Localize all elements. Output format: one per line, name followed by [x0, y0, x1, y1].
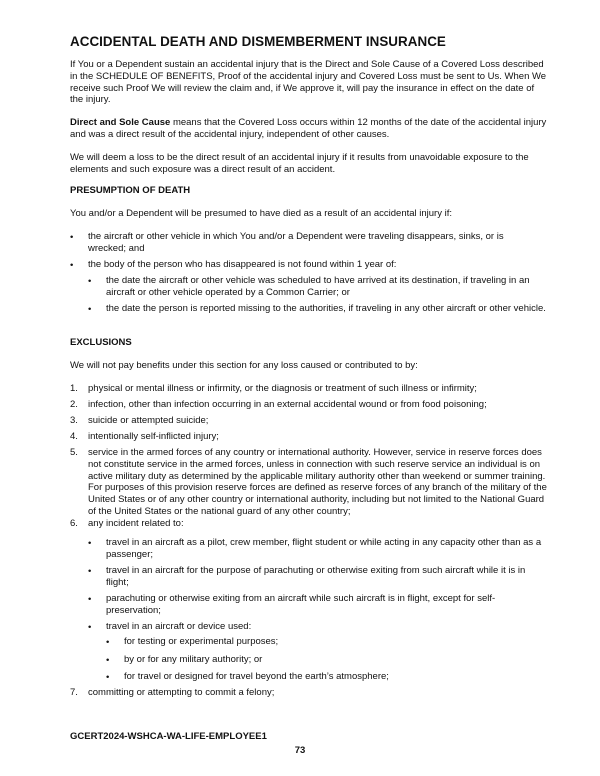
intro-paragraph: If You or a Dependent sustain an accidental injury that is the Direct and Sole Cause of a Covered Loss described in the SCHEDULE OF BENEFITS, Proof of the accidental injury and Covered Loss must be sent to Us. When We receive such Proof We will review the claim and, if We approve it, will pay the insurance in effect on the date of the injury. — [70, 59, 547, 106]
list-number: 4. — [70, 431, 78, 442]
list-number: 1. — [70, 383, 78, 394]
bullet-icon: • — [88, 304, 92, 315]
exclusions-lead: We will not pay benefits under this section for any loss caused or contributed to by: — [70, 360, 418, 371]
definition-term: Direct and Sole Cause — [70, 117, 171, 128]
list-item: travel in an aircraft as a pilot, crew member, flight student or while acting in any capacity other than as a passenger; — [106, 537, 542, 560]
list-item: infection, other than infection occurring in an external accidental wound or from food poisoning; — [88, 399, 487, 410]
list-number: 5. — [70, 447, 78, 458]
bullet-icon: • — [88, 538, 92, 549]
exclusions-heading: EXCLUSIONS — [70, 337, 132, 348]
list-item: service in the armed forces of any country or international authority. However, service in reserve forces does not constitute service in the armed forces, unless in connection with such reserve service an individual is on active military duty as determined by the applicable military authority other than weekend or summer training. For purposes of this provision reserve forces are defined as reserve forces of any branch of the military of the United States or of any other country or international authority, including but not limited to the National Guard of the United States or the national guard of any other country; — [88, 447, 547, 517]
bullet-icon: • — [70, 260, 74, 271]
list-item: the aircraft or other vehicle in which You and/or a Dependent were traveling disappears, sinks, or is wrecked; and — [88, 231, 504, 254]
list-item: committing or attempting to commit a felony; — [88, 687, 275, 698]
list-number: 7. — [70, 687, 78, 698]
list-item: the date the person is reported missing to the authorities, if traveling in any other aircraft or other vehicle. — [106, 303, 546, 314]
bullet-icon: • — [106, 655, 110, 666]
list-item: suicide or attempted suicide; — [88, 415, 209, 426]
definition-paragraph — [70, 117, 548, 141]
list-item: physical or mental illness or infirmity, or the diagnosis or treatment of such illness or infirmity; — [88, 383, 477, 394]
bullet-icon: • — [88, 276, 92, 287]
list-item: by or for any military authority; or — [124, 654, 263, 665]
list-item: parachuting or otherwise exiting from an aircraft while such aircraft is in flight, except for self-preservation; — [106, 593, 496, 616]
list-item: intentionally self-inflicted injury; — [88, 431, 219, 442]
bullet-icon: • — [88, 622, 92, 633]
page-title: ACCIDENTAL DEATH AND DISMEMBERMENT INSURANCE — [70, 34, 446, 49]
list-number: 3. — [70, 415, 78, 426]
bullet-icon: • — [70, 232, 74, 243]
bullet-icon: • — [106, 637, 110, 648]
presumption-lead: You and/or a Dependent will be presumed to have died as a result of an accidental injury if: — [70, 208, 452, 219]
definition-text: means that the Covered Loss occurs within 12 months of the date of the accidental injury and was a direct result of the accidental injury, independent of other causes. — [70, 117, 547, 140]
list-item: travel in an aircraft or device used: — [106, 621, 252, 632]
list-item: for testing or experimental purposes; — [124, 636, 279, 647]
list-number: 6. — [70, 518, 78, 529]
form-code: GCERT2024-WSHCA-WA-LIFE-EMPLOYEE1 — [70, 731, 267, 742]
list-item: for travel or designed for travel beyond the earth’s atmosphere; — [124, 671, 389, 682]
bullet-icon: • — [106, 672, 110, 683]
page-number: 73 — [294, 745, 306, 756]
bullet-icon: • — [88, 566, 92, 577]
list-item: the date the aircraft or other vehicle was scheduled to have arrived at its destination, if traveling in an aircraft or other vehicle operated by a Common Carrier; or — [106, 275, 530, 298]
presumption-heading: PRESUMPTION OF DEATH — [70, 185, 191, 196]
deem-paragraph: We will deem a loss to be the direct result of an accidental injury if it results from unavoidable exposure to the elements and such exposure was a direct result of an accident. — [70, 152, 529, 175]
list-item: any incident related to: — [88, 518, 184, 529]
list-item: the body of the person who has disappeared is not found within 1 year of: — [88, 259, 397, 270]
list-item: travel in an aircraft for the purpose of parachuting or otherwise exiting from such aircraft while it is in flight; — [106, 565, 526, 588]
list-number: 2. — [70, 399, 78, 410]
bullet-icon: • — [88, 594, 92, 605]
